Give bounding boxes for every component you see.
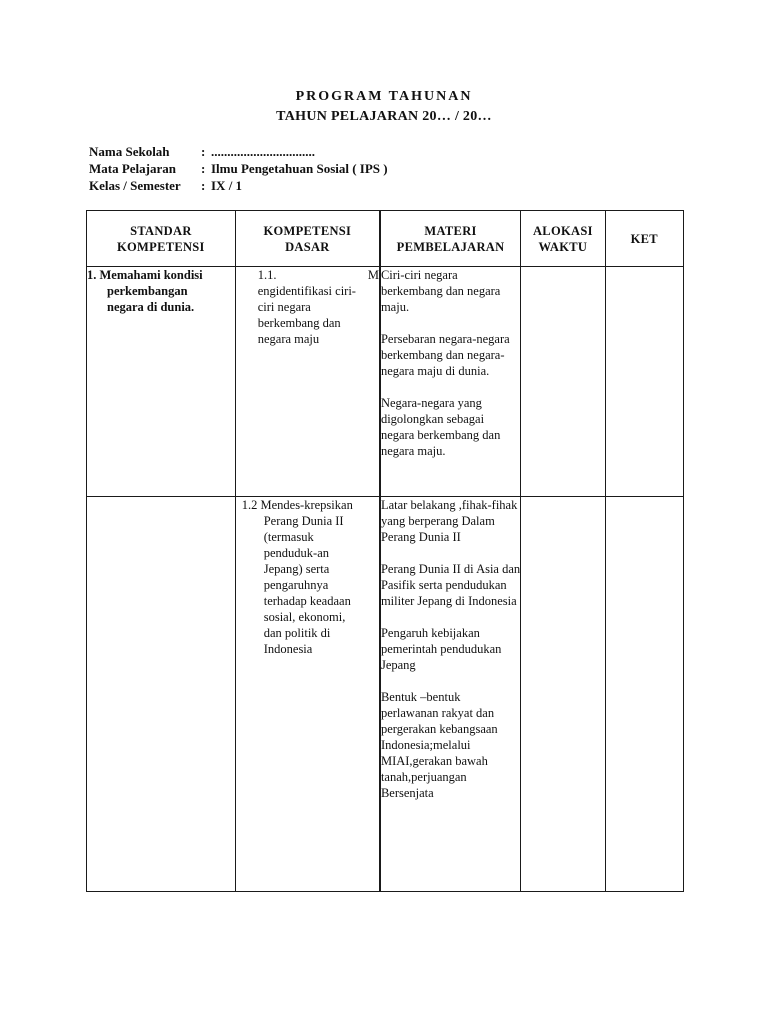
meta-row-class	[89, 177, 388, 194]
cell-alokasi-waktu	[521, 497, 605, 892]
header-line: KOMPETENSI	[116, 239, 205, 254]
cell-kompetensi-dasar	[235, 497, 380, 892]
header-line: DASAR	[285, 239, 330, 254]
identity-block	[89, 143, 388, 194]
cell-ket	[605, 497, 683, 892]
cell-kompetensi-dasar	[235, 267, 380, 497]
annual-program-table	[86, 210, 684, 892]
header-ket	[605, 211, 683, 267]
cell-alokasi-waktu	[521, 267, 605, 497]
materi-item: Perang Dunia II di Asia dan Pasifik serta pendudukan militer Jepang di Indonesia	[380, 562, 521, 608]
kd-line	[242, 497, 379, 513]
meta-value-class: IX / 1	[211, 178, 243, 193]
document-title: PROGRAM TAHUNAN	[295, 89, 473, 104]
materi-item: Ciri-ciri negara berkembang dan negara maju.	[380, 268, 501, 314]
kd-line: penduduk-an	[263, 546, 329, 560]
header-line: KET	[630, 231, 658, 246]
header-line: KOMPETENSI	[263, 223, 352, 238]
kd-line: Perang Dunia II	[263, 514, 344, 528]
kd-line	[236, 267, 379, 283]
cell-standar-kompetensi	[87, 497, 236, 892]
materi-item: Persebaran negara-negara berkembang dan negara-negara maju di dunia.	[380, 332, 510, 378]
materi-item: Latar belakang ,fihak-fihak yang berperang Dalam Perang Dunia II	[380, 498, 518, 544]
materi-item: Negara-negara yang digolongkan sebagai negara berkembang dan negara maju.	[380, 396, 501, 458]
sk-line: negara di dunia.	[107, 300, 195, 314]
cell-materi-pembelajaran	[380, 497, 521, 892]
meta-row-subject	[89, 160, 388, 177]
header-line: STANDAR	[130, 223, 192, 238]
cell-ket	[605, 267, 683, 497]
sk-line	[87, 267, 235, 283]
meta-label: Kelas / Semester	[89, 178, 181, 193]
kd-line: (termasuk	[263, 530, 314, 544]
materi-item: Bentuk –bentuk perlawanan rakyat dan pergerakan kebangsaan Indonesia;melalui MIAI,gerakan bawah tanah,perjuangan Bersenjata	[380, 690, 498, 800]
kd-line: ciri negara	[257, 300, 311, 314]
header-alokasi-waktu	[521, 211, 605, 267]
meta-colon: :	[201, 161, 206, 176]
kd-line: negara maju	[257, 332, 320, 346]
meta-value-subject: Ilmu Pengetahuan Sosial ( IPS )	[211, 161, 388, 176]
sk-text: Memahami kondisi	[99, 268, 203, 282]
kd-number: 1.2	[241, 498, 258, 512]
header-line: MATERI	[424, 223, 477, 238]
kd-text: M	[367, 268, 379, 282]
kd-line: sosial, ekonomi,	[263, 610, 346, 624]
cell-materi-pembelajaran	[380, 267, 521, 497]
table-row	[87, 267, 684, 497]
kd-line: Indonesia	[263, 642, 313, 656]
kd-line: dan politik di	[263, 626, 331, 640]
kd-number: 1.1.	[257, 268, 277, 282]
table-header-row	[87, 211, 684, 267]
kd-text: Mendes-krepsikan	[260, 498, 353, 512]
meta-value-school: ................................	[211, 144, 315, 159]
meta-colon: :	[201, 144, 206, 159]
sk-number: 1.	[87, 268, 97, 282]
kd-line: pengaruhnya	[263, 578, 329, 592]
meta-row-school	[89, 143, 388, 160]
kd-line: terhadap keadaan	[263, 594, 351, 608]
document-subtitle: TAHUN PELAJARAN 20… / 20…	[276, 109, 492, 124]
sk-line: perkembangan	[107, 284, 188, 298]
cell-standar-kompetensi	[87, 267, 236, 497]
materi-item: Pengaruh kebijakan pemerintah pendudukan Jepang	[380, 626, 502, 672]
meta-label: Mata Pelajaran	[89, 161, 177, 176]
header-standar-kompetensi	[87, 211, 236, 267]
kd-line: berkembang dan	[257, 316, 341, 330]
header-materi-pembelajaran	[380, 211, 521, 267]
header-kompetensi-dasar	[235, 211, 380, 267]
table-row	[87, 497, 684, 892]
meta-label: Nama Sekolah	[89, 144, 170, 159]
kd-line: Jepang) serta	[263, 562, 330, 576]
header-line: PEMBELAJARAN	[396, 239, 505, 254]
header-line: ALOKASI	[532, 223, 593, 238]
kd-line: engidentifikasi ciri-	[257, 284, 356, 298]
meta-colon: :	[201, 178, 206, 193]
header-line: WAKTU	[538, 239, 588, 254]
